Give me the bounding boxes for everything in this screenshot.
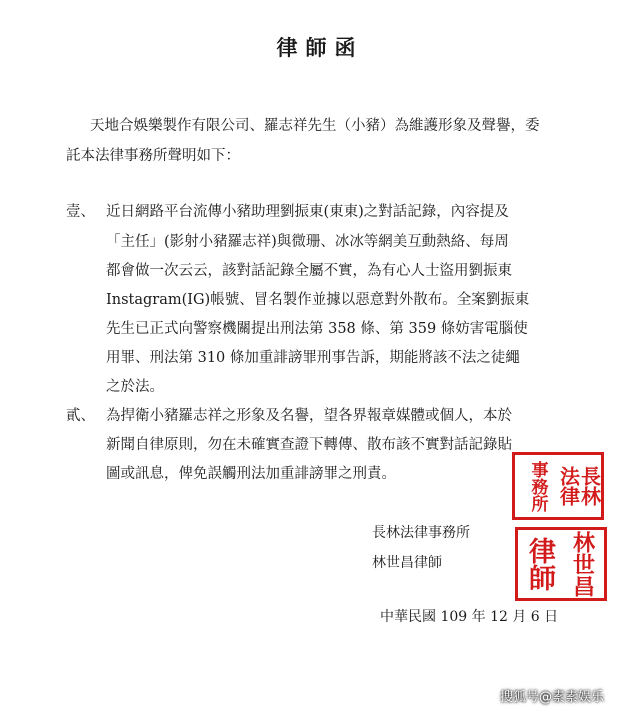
lawyer-seal-stamp <box>515 527 607 601</box>
item-1-line-1: 近日網路平台流傳小豬助理劉振東(東東)之對話記錄，內容提及 <box>106 204 509 220</box>
item-2-line-3: 圖或訊息，俾免誤觸刑法加重誹謗罪之刑責。 <box>106 466 396 482</box>
lawyer-name: 林世昌律師 <box>372 555 442 571</box>
item-1-marker: 壹、 <box>66 204 95 220</box>
firm-seal-stamp <box>512 452 604 520</box>
intro-line-2: 託本法律事務所聲明如下： <box>66 148 240 164</box>
firm-seal-col-2: 法律 <box>556 466 581 506</box>
firm-seal-col-3: 事務所 <box>527 460 548 512</box>
item-1-line-6: 用罪、刑法第 310 條加重誹謗罪刑事告訴，期能將該不法之徒繩 <box>106 350 520 366</box>
item-2-marker: 貳、 <box>66 408 95 424</box>
item-2-line-2: 新聞自律原則，勿在未確實查證下轉傳、散布該不實對話記錄貼 <box>106 437 512 453</box>
item-1-line-5: 先生已正式向警察機關提出刑法第 358 條、第 359 條妨害電腦使 <box>106 321 528 337</box>
item-2-line-1: 為捍衛小豬羅志祥之形象及名譽，望各界報章媒體或個人，本於 <box>106 408 512 424</box>
source-watermark: 搜狐号@素素娱乐 <box>500 690 605 705</box>
intro-line-1: 天地合娛樂製作有限公司、羅志祥先生（小豬）為維護形象及聲譽，委 <box>90 118 540 134</box>
item-1-line-4: Instagram(IG)帳號、冒名製作並據以惡意對外散布。全案劉振東 <box>106 292 530 308</box>
item-1-line-3: 都會做一次云云，該對話記錄全屬不實，為有心人士盜用劉振東 <box>106 263 512 279</box>
lawyer-seal-col-1: 林世昌 <box>569 531 596 597</box>
letter-title: 律師函 <box>276 35 364 60</box>
firm-seal-col-1: 長林 <box>577 466 602 506</box>
letter-date: 中華民國 109 年 12 月 6 日 <box>380 609 559 625</box>
item-1-line-7: 之於法。 <box>106 379 164 395</box>
firm-seal-cols <box>558 456 600 516</box>
item-1-line-2: 「主任」(影射小豬羅志祥)與微珊、冰冰等網美互動熱絡、每周 <box>106 234 509 250</box>
lawyer-seal-col-2: 律師 <box>524 537 555 591</box>
firm-name: 長林法律事務所 <box>372 525 470 541</box>
